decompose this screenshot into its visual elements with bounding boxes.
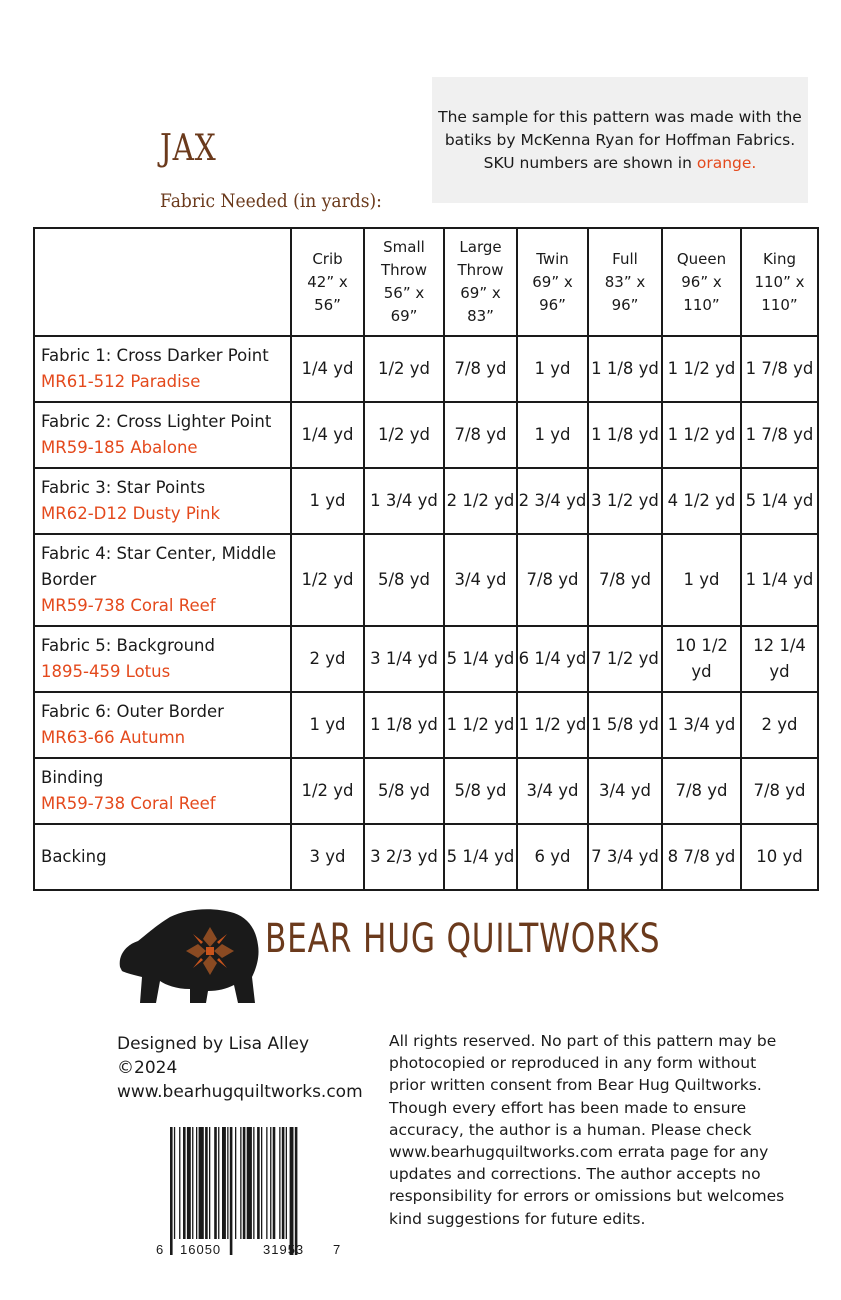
yardage-cell: 2 yd [741,692,818,758]
barcode-group2: 31953 [263,1242,305,1257]
header-size-1 [364,228,444,336]
barcode-bar [214,1127,217,1239]
yardage-cell: 7 3/4 yd [588,824,662,890]
yardage-cell: 1 1/2 yd [517,692,588,758]
header-line: 110” [761,295,798,314]
yardage-cell: 1 1/2 yd [662,402,741,468]
fabric-name: Fabric 1: Cross Darker Point [41,346,269,365]
header-line: 96” x [681,272,722,291]
yardage-cell: 8 7/8 yd [662,824,741,890]
fabric-sku: MR59-738 Coral Reef [41,794,216,813]
barcode-bar [243,1127,246,1239]
barcode-bar [253,1127,254,1239]
header-line: Queen [676,249,727,268]
header-line: Twin [536,249,569,268]
yardage-cell: 4 1/2 yd [662,468,741,534]
yardage-cell: 1 5/8 yd [588,692,662,758]
barcode-bar [179,1127,180,1239]
barcode-group1: 16050 [180,1242,222,1257]
yardage-cell: 7/8 yd [444,402,517,468]
barcode-bar [192,1127,193,1239]
fabric-name: Fabric 5: Background [41,636,215,655]
header-line: 96” [539,295,566,314]
barcode-bar [199,1127,204,1239]
designer-info [117,1032,363,1104]
yardage-cell: 5/8 yd [444,758,517,824]
barcode-bar [240,1127,241,1239]
fabric-name-cell [34,626,291,692]
header-size-2 [444,228,517,336]
barcode-bar [187,1127,191,1239]
yardage-cell: 1/2 yd [364,336,444,402]
fabric-name-cell [34,468,291,534]
barcode-bar [235,1127,236,1239]
header-line: 69” x [532,272,573,291]
header-line: 69” [390,307,418,325]
header-size-0 [291,228,364,336]
barcode-bar [266,1127,267,1239]
yardage-cell: 7/8 yd [741,758,818,824]
barcode-digit-right: 7 [333,1242,341,1257]
barcode-bar [170,1127,173,1255]
header-size-4 [588,228,662,336]
fabric-sku: MR62-D12 Dusty Pink [41,504,221,523]
header-line: Throw [381,261,427,279]
barcode-bar [247,1127,252,1239]
yardage-cell: 2 yd [291,626,364,692]
barcode-bar [218,1127,219,1239]
barcode-bar [270,1127,271,1239]
yardage-cell: 1 yd [517,402,588,468]
yardage-cell: 1/4 yd [291,336,364,402]
yardage-cell: 1 1/4 yd [741,534,818,626]
yardage-cell: 1 3/4 yd [662,692,741,758]
barcode-bar [205,1127,208,1239]
header-line: 83” [467,307,494,325]
fabric-name: Backing [41,847,107,866]
yardage-cell: 3 2/3 yd [364,824,444,890]
sample-note-box [432,77,808,203]
fabric-name: Fabric 6: Outer Border [41,702,224,721]
yardage-cell: 5 1/4 yd [444,626,517,692]
yardage-cell: 1/4 yd [291,402,364,468]
designer-name: Designed by Lisa Alley [117,1034,310,1054]
website-link[interactable]: www.bearhugquiltworks.com [117,1082,363,1102]
table-row [34,626,818,692]
header-blank-cell [34,228,291,336]
fabric-name: Binding [41,768,104,787]
yardage-cell: 3 yd [291,824,364,890]
header-line: 69” x [460,284,501,302]
barcode-bar [290,1127,294,1255]
yardage-cell: 3/4 yd [444,534,517,626]
barcode-bar [196,1127,197,1239]
header-line: Crib [312,249,343,268]
star-ornament [186,927,234,975]
header-line: 96” [611,295,639,314]
yardage-cell: 7 1/2 yd [588,626,662,692]
fabric-requirements-table [33,227,819,891]
yardage-cell: 5/8 yd [364,534,444,626]
fabric-sku: MR63-66 Autumn [41,728,186,747]
header-size-5 [662,228,741,336]
yardage-cell: 1 1/8 yd [588,336,662,402]
header-line: 56” [314,295,341,314]
yardage-cell: 2 3/4 yd [517,468,588,534]
fabric-sku: MR59-185 Abalone [41,438,198,457]
fabric-sku: MR61-512 Paradise [41,372,201,391]
fabric-name: Fabric 2: Cross Lighter Point [41,412,272,431]
table-row [34,402,818,468]
yardage-cell: 1/2 yd [291,758,364,824]
barcode-digit-left: 6 [156,1242,164,1257]
barcode-bar [273,1127,276,1239]
yardage-cell: 7/8 yd [517,534,588,626]
header-size-3 [517,228,588,336]
barcode-bar [174,1127,175,1239]
table-row [34,534,818,626]
barcode-bar [282,1127,285,1239]
yardage-cell: 3/4 yd [588,758,662,824]
bear-silhouette [120,909,259,1003]
header-line: 110” [683,295,720,314]
yardage-cell: 1 3/4 yd [364,468,444,534]
fabric-sku: MR59-738 Coral Reef [41,596,216,615]
yardage-cell: 7/8 yd [662,758,741,824]
fabric-name: Fabric 4: Star Center, Middle Border [41,544,277,589]
fabric-name-cell [34,336,291,402]
fabric-needed-subtitle: Fabric Needed (in yards): [160,190,382,212]
fabric-name: Fabric 3: Star Points [41,478,206,497]
barcode-bar [257,1127,260,1239]
yardage-cell: 1 1/8 yd [364,692,444,758]
barcode-bar [295,1127,298,1255]
header-line: Throw [457,261,504,279]
barcode-bar [227,1127,228,1239]
header-line: King [762,249,797,268]
yardage-cell: 7/8 yd [444,336,517,402]
header-line: 83” x [604,272,646,291]
yardage-cell: 1 yd [662,534,741,626]
yardage-cell: 3 1/4 yd [364,626,444,692]
yardage-cell: 1/2 yd [364,402,444,468]
table-header-row [34,228,818,336]
header-line: Small [383,238,425,256]
fabric-name-cell [34,402,291,468]
barcode-bar [222,1127,226,1239]
header-line: 56” x [383,284,425,302]
header-line: Large [459,238,502,256]
yardage-cell: 1 1/8 yd [588,402,662,468]
barcode [150,1125,350,1265]
table-row [34,468,818,534]
table-row [34,336,818,402]
yardage-cell: 5 1/4 yd [741,468,818,534]
yardage-cell: 1 yd [291,692,364,758]
yardage-cell: 7/8 yd [588,534,662,626]
yardage-cell: 3/4 yd [517,758,588,824]
barcode-bar [209,1127,210,1239]
sample-note-line2: batiks by McKenna Ryan for Hoffman Fabrics. [444,130,796,149]
yardage-cell: 12 1/4 yd [741,626,818,692]
yardage-cell: 1 yd [291,468,364,534]
fabric-name-cell [34,758,291,824]
barcode-bars [170,1127,297,1255]
fabric-name-cell [34,692,291,758]
header-size-6 [741,228,818,336]
fabric-name-cell [34,824,291,890]
yardage-cell: 2 1/2 yd [444,468,517,534]
yardage-cell: 1 7/8 yd [741,336,818,402]
table-row [34,758,818,824]
yardage-cell: 5/8 yd [364,758,444,824]
header-line: Full [612,249,638,268]
yardage-cell: 1 1/2 yd [662,336,741,402]
fabric-name-cell [34,534,291,626]
table-row [34,692,818,758]
yardage-cell: 6 1/4 yd [517,626,588,692]
barcode-bar [183,1127,186,1239]
brand-logo-text: BEAR HUG QUILTWORKS [265,916,661,962]
yardage-cell: 10 yd [741,824,818,890]
yardage-cell: 5 1/4 yd [444,824,517,890]
table-row [34,824,818,890]
barcode-bar [286,1127,287,1239]
barcode-bar [230,1127,233,1255]
yardage-cell: 10 1/2 yd [662,626,741,692]
barcode-bar [279,1127,280,1239]
yardage-cell: 6 yd [517,824,588,890]
copyright-year: ©2024 [117,1058,178,1078]
yardage-cell: 1 1/2 yd [444,692,517,758]
header-line: 110” x [754,272,805,291]
rights-statement: All rights reserved. No part of this pattern may be photocopied or reproduced in any form without prior written consent from Bear Hug Quiltworks. Though every effort has been made to ensure accuracy, the author is a human. Please check www.bearhugquiltworks.com errata page for any updates and corrections. The author accepts no responsibility for errors or omissions but welcomes kind suggestions for future edits. [389,1032,785,1228]
fabric-sku: 1895-459 Lotus [41,662,171,681]
yardage-cell: 1/2 yd [291,534,364,626]
yardage-cell: 1 7/8 yd [741,402,818,468]
barcode-bar [261,1127,262,1239]
sample-note-highlight: orange. [696,153,757,172]
sample-note-line1: The sample for this pattern was made with the [438,107,802,126]
yardage-cell: 3 1/2 yd [588,468,662,534]
pattern-title: JAX [160,128,217,169]
yardage-cell: 1 yd [517,336,588,402]
header-line: 42” x [307,272,348,291]
sample-note-line3: SKU numbers are shown in [483,153,697,172]
